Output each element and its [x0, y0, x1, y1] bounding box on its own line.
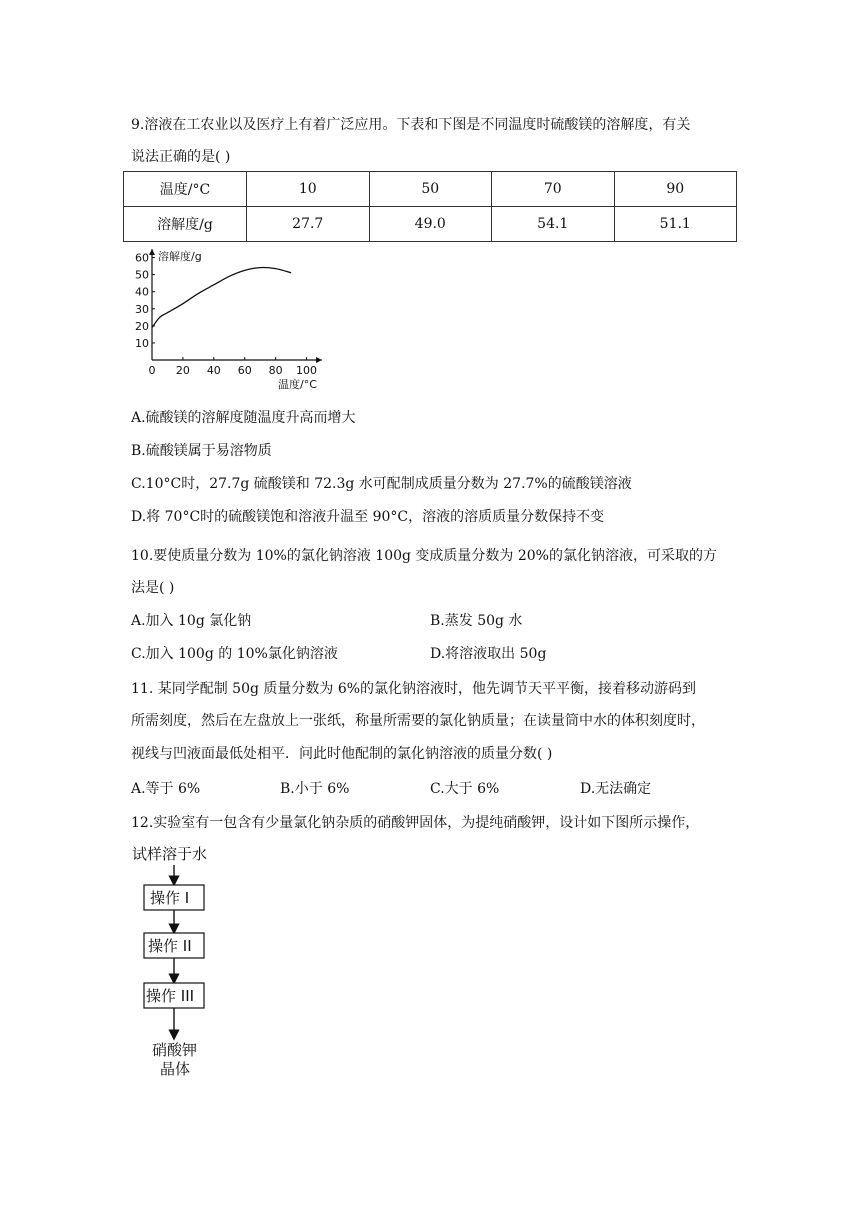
solubility-curve [152, 268, 291, 328]
chart-series [152, 268, 291, 328]
q10-option-b: B.蒸发 50g 水 [430, 613, 523, 629]
chart-axes [149, 249, 322, 363]
q11-text-line1: 11. 某同学配制 50g 质量分数为 6%的氯化钠溶液时，他先调节天平平衡，接着移动游码到 [131, 681, 697, 697]
chart-x-axis-arrow [316, 357, 322, 363]
table-cell: 54.1 [492, 207, 615, 242]
table-cell: 10 [247, 172, 370, 207]
chart-y-axis-label: 溶解度/g [158, 250, 202, 263]
chart-y-tick-label: 10 [135, 336, 149, 350]
q9-text-line1: 9.溶液在工农业以及医疗上有着广泛应用。下表和下图是不同温度时硫酸镁的溶解度，有关 [131, 117, 691, 133]
q10-text-line1: 10.要使质量分数为 10%的氯化钠溶液 100g 变成质量分数为 20%的氯化钠溶液，可采取的方 [131, 548, 717, 564]
q9-option-d: D.将 70°C时的硫酸镁饱和溶液升温至 90°C，溶液的溶质质量分数保持不变 [131, 509, 605, 525]
q10-option-d: D.将溶液取出 50g [430, 646, 547, 662]
q11-option-c: C.大于 6% [430, 781, 500, 797]
table-cell: 51.1 [614, 207, 737, 242]
q9-option-c: C.10°C时，27.7g 硫酸镁和 72.3g 水可配制成质量分数为 27.7%的硫酸镁溶液 [131, 476, 632, 492]
chart-x-tick-label: 60 [237, 364, 252, 377]
chart-x-tick-label: 80 [268, 364, 283, 377]
solubility-table [123, 171, 737, 242]
flow-start-label: 试样溶于水 [132, 845, 208, 863]
flow-step-label: 操作 II [148, 937, 192, 955]
q9-option-b: B.硫酸镁属于易溶物质 [131, 443, 272, 459]
flow-step-label: 操作 I [150, 889, 190, 907]
chart-x-axis-label: 温度/°C [278, 378, 317, 391]
q11-text-line2: 所需刻度，然后在左盘放上一张纸，称量所需要的氯化钠质量；在读量筒中水的体积刻度时， [131, 713, 705, 729]
flow-step-label: 操作 III [146, 987, 195, 1005]
table-cell: 90 [614, 172, 737, 207]
q10-option-a: A.加入 10g 氯化钠 [131, 613, 252, 629]
flow-end-label-line1: 硝酸钾 [152, 1041, 198, 1059]
table-cell: 溶解度/g [124, 207, 247, 242]
chart-x-tick-label: 100 [296, 364, 318, 377]
purification-flowchart [128, 843, 248, 1083]
table-row [124, 207, 737, 242]
q9-option-a: A.硫酸镁的溶解度随温度升高而增大 [131, 410, 356, 426]
q9-text-line2: 说法正确的是( ) [131, 149, 231, 165]
table-row [124, 172, 737, 207]
q11-option-a: A.等于 6% [131, 781, 201, 797]
table-cell: 49.0 [369, 207, 492, 242]
chart-y-tick-label: 40 [135, 285, 149, 299]
q11-option-b: B.小于 6% [280, 781, 350, 797]
q12-text-line1: 12.实验室有一包含有少量氯化钠杂质的硝酸钾固体，为提纯硝酸钾，设计如下图所示操作， [131, 815, 700, 831]
chart-y-tick-label: 20 [135, 319, 149, 333]
q11-option-d: D.无法确定 [580, 781, 652, 797]
table-cell: 50 [369, 172, 492, 207]
flow-end-label-line2: 晶体 [160, 1060, 191, 1078]
chart-x-tick-label: 40 [206, 364, 221, 377]
table-cell: 70 [492, 172, 615, 207]
chart-ticks [135, 252, 317, 377]
solubility-chart [128, 243, 348, 393]
chart-y-tick-label: 30 [135, 302, 149, 316]
chart-x-tick-label: 0 [148, 364, 156, 377]
table-cell: 温度/°C [124, 172, 247, 207]
q11-text-line3: 视线与凹液面最低处相平．问此时他配制的氯化钠溶液的质量分数( ) [131, 746, 553, 762]
chart-y-tick-label: 60 [135, 251, 149, 265]
chart-y-axis-arrow [149, 249, 155, 255]
q10-option-c: C.加入 100g 的 10%氯化钠溶液 [131, 646, 338, 662]
table-cell: 27.7 [247, 207, 370, 242]
chart-x-tick-label: 20 [175, 364, 190, 377]
q10-text-line2: 法是( ) [131, 580, 175, 596]
chart-y-tick-label: 50 [135, 268, 149, 282]
